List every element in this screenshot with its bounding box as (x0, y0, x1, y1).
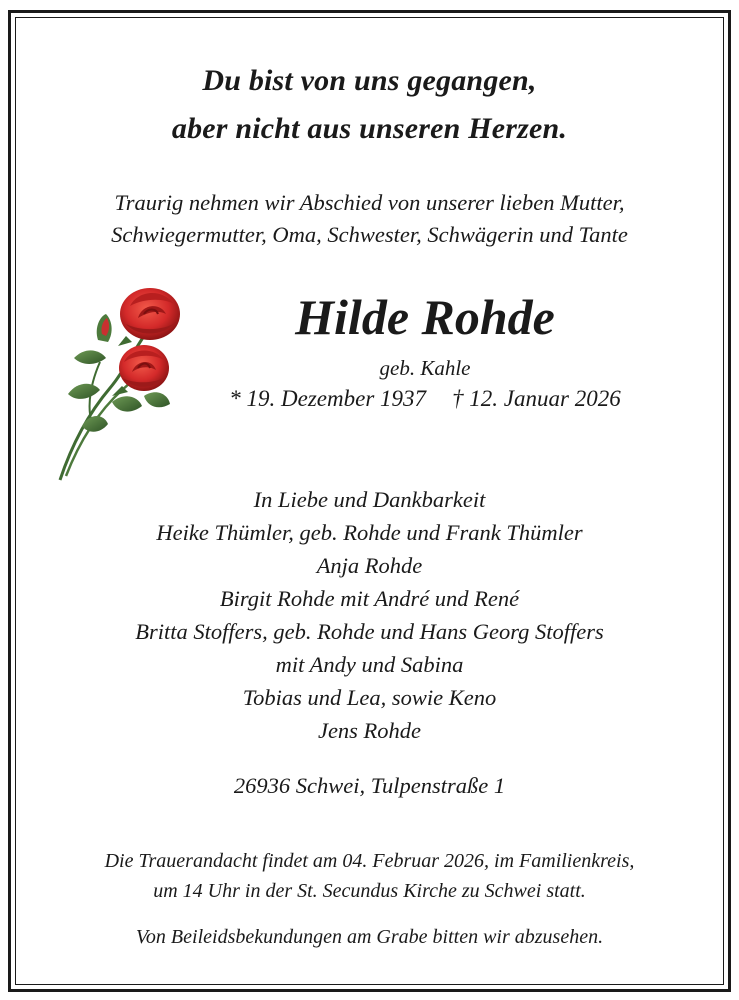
motto-line-2: aber nicht aus unseren Herzen. (171, 112, 568, 145)
address: 26936 Schwei, Tulpenstraße 1 (233, 773, 506, 798)
rose-icon (52, 284, 192, 488)
birth-date: * 19. Dezember 1937 (229, 386, 427, 411)
service-line-1: Die Trauerandacht findet am 04. Februar 2026, im Familienkreis, (104, 850, 635, 872)
intro-line-2: Schwiegermutter, Oma, Schwester, Schwägerin und Tante (111, 222, 628, 247)
condolence-note: Von Beileidsbekundungen am Grabe bitten wir abzusehen. (135, 926, 604, 948)
motto-line-1: Du bist von uns gegangen, (202, 64, 537, 97)
mourners-line-6: mit Andy und Sabina (275, 652, 464, 677)
service-line-2: um 14 Uhr in der St. Secundus Kirche zu Schwei statt. (153, 880, 586, 902)
deceased-name: Hilde Rohde (295, 289, 555, 345)
mourners-line-7: Tobias und Lea, sowie Keno (242, 685, 497, 710)
mourners-line-8: Jens Rohde (317, 718, 422, 743)
mourners-line-1: In Liebe und Dankbarkeit (253, 487, 486, 512)
intro-line-1: Traurig nehmen wir Abschied von unserer lieben Mutter, (114, 190, 625, 215)
death-date: † 12. Januar 2026 (452, 386, 621, 411)
mourners-line-2: Heike Thümler, geb. Rohde und Frank Thümler (156, 520, 583, 545)
mourners-line-4: Birgit Rohde mit André und René (219, 586, 520, 611)
life-dates (185, 386, 665, 412)
birth-name: geb. Kahle (379, 356, 471, 380)
mourners-line-3: Anja Rohde (316, 553, 423, 578)
mourners-line-5: Britta Stoffers, geb. Rohde und Hans Georg Stoffers (135, 619, 604, 644)
